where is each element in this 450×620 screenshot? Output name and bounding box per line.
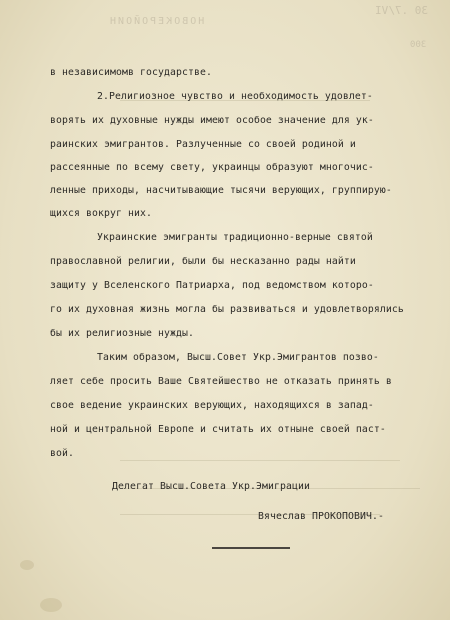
text-line: ной и центральной Европе и считать их отныне своей паст-	[50, 424, 386, 435]
text-line: бы их религиозные нужды.	[50, 328, 194, 339]
text-line: щихся вокруг них.	[50, 208, 152, 219]
signature-title: Делегат Высш.Совета Укр.Эмиграции	[112, 481, 310, 492]
text-line: рассеянные по всему свету, украинцы образуют многочис-	[50, 162, 374, 173]
bleed-through-line	[120, 460, 400, 461]
bleed-through-header: НОВОКЕРОЙОИН	[108, 16, 205, 27]
text-line: православной религии, были бы несказанно рады найти	[50, 256, 356, 267]
text-line: го их духовная жизнь могла бы развиваться и удовлетворялись	[50, 304, 404, 315]
bleed-through-number: 30 .7/VI	[375, 4, 428, 17]
text-line: свое ведение украинских верующих, находящихся в запад-	[50, 400, 374, 411]
text-line: раинских эмигрантов. Разлученные со своей родиной и	[50, 139, 356, 150]
divider-rule	[212, 547, 290, 549]
paper-stain	[40, 598, 62, 612]
text-line: Таким образом, Высш.Совет Укр.Эмигрантов позво-	[97, 352, 379, 363]
text-line: 2.Религиозное чувство и необходимость удовлет-	[97, 91, 373, 102]
text-line: ляет себе просить Ваше Святейшество не отказать принять в	[50, 376, 392, 387]
text-line: в независимомв государстве.	[50, 67, 212, 78]
text-line: ленные приходы, насчитывающие тысячи верующих, группирую-	[50, 185, 392, 196]
text-line: Украинские эмигранты традиционно-верные святой	[97, 232, 373, 243]
text-line: вой.	[50, 448, 74, 459]
text-line: ворять их духовные нужды имеют особое значение для ук-	[50, 115, 374, 126]
text-line: защиту у Вселенского Патриарха, под ведомством которо-	[50, 280, 374, 291]
paper-stain	[20, 560, 34, 570]
bleed-through-number-2: 300	[409, 40, 426, 50]
signature-name: Вячеслав ПРОКОПОВИЧ.-	[258, 511, 384, 522]
